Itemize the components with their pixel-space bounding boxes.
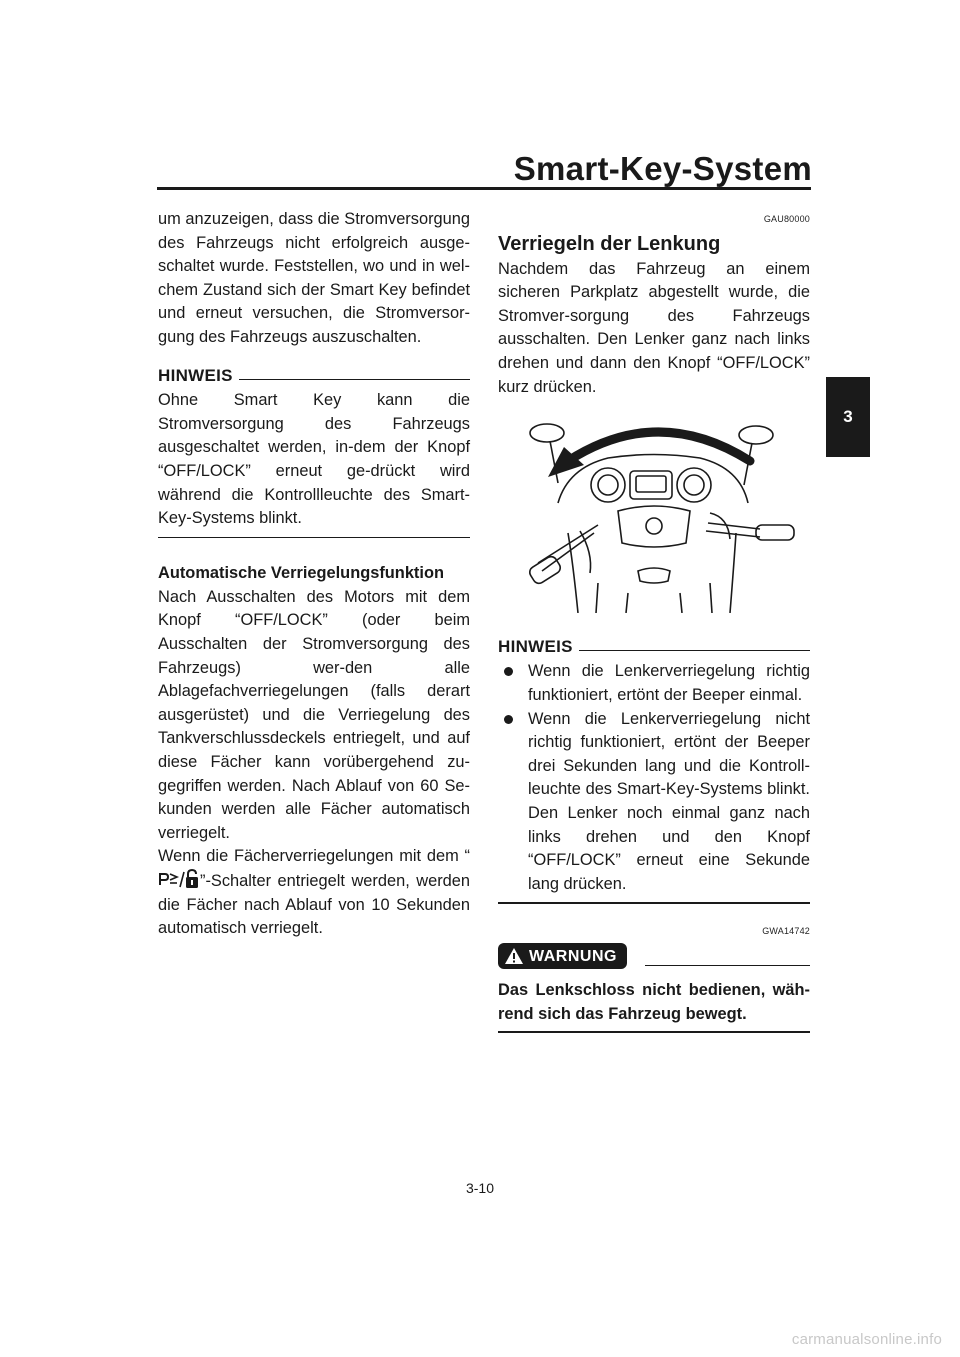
note-end-rule xyxy=(158,537,470,539)
note-heading-right xyxy=(498,635,810,659)
list-item-text: Wenn die Lenkerverriegelung richtig funktioniert, ertönt der Beeper einmal. xyxy=(528,662,810,704)
list-item-text: Wenn die Lenkerverriegelung nicht richtig funktioniert, ertönt der Beeper drei Sekunden lang und die Kontroll-leuchte des Smart-Key-Systems blinkt. Den Lenker noch einmal ganz nach links drehen und den Knopf “OFF/LOCK” erneut eine Sekunde lang drücken. xyxy=(528,709,810,893)
page-number: 3-10 xyxy=(465,1180,495,1196)
list-item xyxy=(498,708,810,897)
chapter-tab: 3 xyxy=(826,377,870,457)
warning-heading xyxy=(498,943,810,969)
auto-lock-text-2-start: Wenn die Fächerverriegelungen mit dem “ xyxy=(158,847,470,866)
warning-label: WARNUNG xyxy=(529,947,617,965)
warning-end-rule xyxy=(498,1031,810,1033)
watermark: carmanualsonline.info xyxy=(791,1331,942,1348)
open-lock-switch-icon xyxy=(158,869,200,889)
note-rule xyxy=(239,379,470,381)
note-rule-right xyxy=(579,650,810,652)
auto-lock-text-2 xyxy=(158,845,470,940)
auto-lock-heading: Automatische Verriegelungsfunktion xyxy=(158,564,444,583)
left-column xyxy=(158,208,470,941)
warning-triangle-icon xyxy=(504,947,524,965)
auto-lock-text: Nach Ausschalten des Motors mit dem Knopf “OFF/LOCK” (oder beim Ausschalten der Stromversorgung des Fahrzeugs) wer-den alle Ablagefachverriegelungen (falls derart ausgerüstet) und die Verriegelung des Tankverschlussdeckels entriegelt, und auf diese Fächer kann vorübergehend zu-gegriffen werden. Nach Ablauf von 60 Se-kunden werden alle Fächer automatisch verriegelt. xyxy=(158,587,470,842)
warning-code: GWA14742 xyxy=(762,925,810,936)
note-text: Ohne Smart Key kann die Stromversorgung des Fahrzeugs ausgeschaltet werden, in-dem der Knopf “OFF/LOCK” erneut ge-drückt wird während die Kontrollleuchte des Smart-Key-Systems blinkt. xyxy=(158,391,470,528)
note-label-right: HINWEIS xyxy=(498,636,573,656)
section-heading: Verriegeln der Lenkung xyxy=(498,232,721,255)
steering-lock-text: Nachdem das Fahrzeug an einem sicheren Parkplatz abgestellt wurde, die Stromver-sorgung des Fahrzeugs ausschalten. Den Lenker ganz nach links drehen und dann den Knopf “OFF/LOCK” kurz drücken. xyxy=(498,259,810,396)
page-title: Smart-Key-System xyxy=(513,150,812,187)
handlebar-illustration xyxy=(498,413,810,613)
note-end-rule-right xyxy=(498,902,810,904)
warning-badge xyxy=(498,943,627,969)
right-column xyxy=(498,208,810,1033)
title-rule xyxy=(157,187,811,190)
note-label: HINWEIS xyxy=(158,365,233,385)
bullet-icon xyxy=(504,715,513,724)
auto-lock-text-2-end: ”-Schalter entriegelt werden, werden die Fächer nach Ablauf von 10 Sekunden automatisch verriegelt. xyxy=(158,871,470,938)
warning-text: Das Lenkschloss nicht bedienen, wäh-rend sich das Fahrzeug bewegt. xyxy=(498,981,810,1023)
section-code: GAU80000 xyxy=(763,214,810,224)
note-heading xyxy=(158,364,470,388)
list-item xyxy=(498,660,810,707)
intro-paragraph: um anzuzeigen, dass die Stromversorgung des Fahrzeugs nicht erfolgreich ausge-schaltet wurde. Feststellen, wo und in wel-chem Zustand sich der Smart Key befindet und erneut versuchen, die Stromversor-gung des Fahrzeugs auszuschalten. xyxy=(158,210,470,346)
bullet-icon xyxy=(504,667,513,676)
warning-rule xyxy=(645,965,810,967)
note-bullet-list xyxy=(498,660,810,896)
